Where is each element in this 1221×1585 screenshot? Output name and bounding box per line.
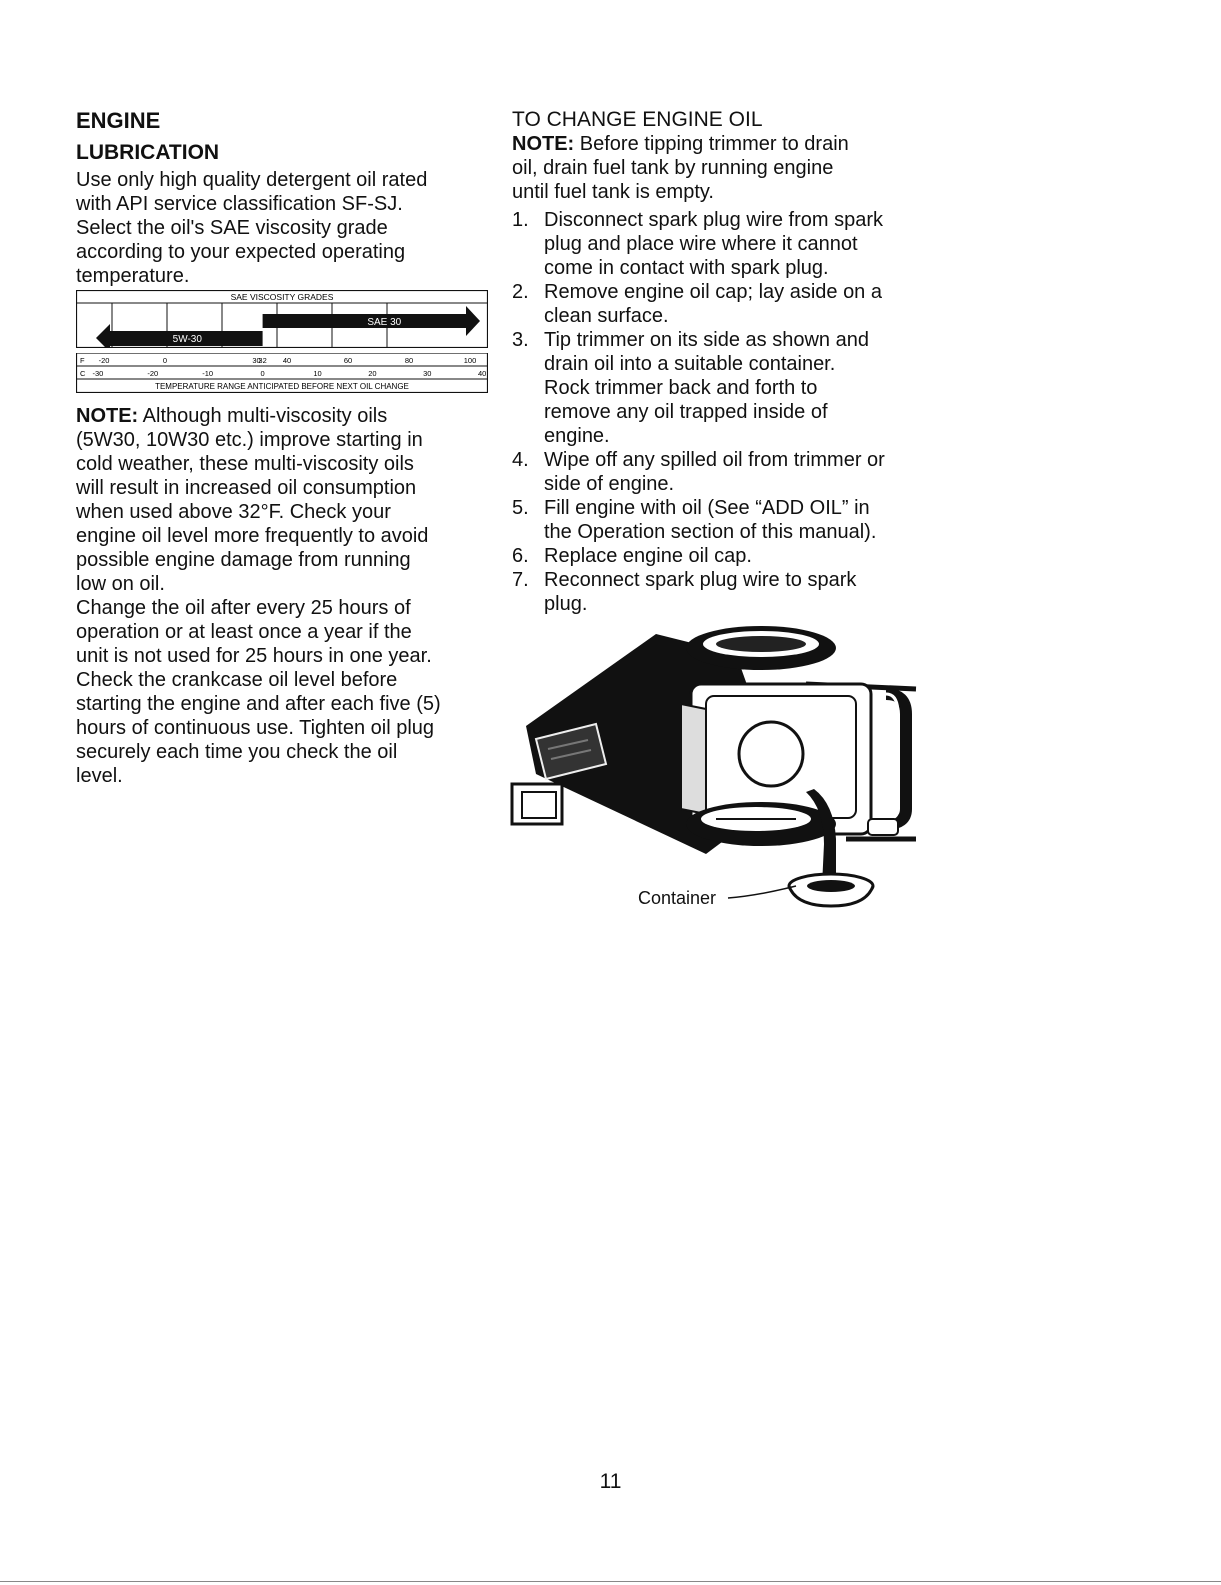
step-number: 4.	[512, 449, 529, 471]
note-label: NOTE:	[512, 133, 575, 155]
step-number: 7.	[512, 569, 529, 591]
note-line: until fuel tank is empty.	[512, 181, 714, 203]
series-label-5w30: 5W-30	[172, 334, 202, 345]
step-line: clean surface.	[544, 305, 669, 327]
step-item	[512, 208, 932, 280]
f-tick-label: 40	[282, 356, 292, 365]
step-text	[544, 544, 932, 568]
step-item	[512, 544, 932, 568]
step-line: plug.	[544, 593, 588, 615]
step-line: Rock trimmer back and forth to	[544, 377, 818, 399]
c-tick-label: 20	[368, 369, 377, 378]
note-line: oil, drain fuel tank by running engine	[512, 157, 834, 179]
page-bottom-rule	[0, 1581, 1221, 1582]
chart-footer: TEMPERATURE RANGE ANTICIPATED BEFORE NEXT OIL CHANGE	[155, 382, 409, 391]
f-tick-label: 30	[252, 356, 261, 365]
c-tick-label: 10	[313, 369, 322, 378]
temperature-scale-svg	[76, 353, 488, 393]
intro-line: Select the oil's SAE viscosity grade	[76, 217, 388, 239]
c-tick-label: 30	[423, 369, 432, 378]
trimmer-illustration	[506, 614, 926, 914]
note-paragraph	[76, 404, 494, 596]
change-oil-paragraph	[76, 596, 494, 788]
f-tick-label: 100	[463, 356, 477, 365]
step-line: plug and place wire where it cannot	[544, 233, 858, 255]
chart-bars	[96, 306, 480, 348]
c-tick-label: 40	[478, 369, 487, 378]
step-number: 6.	[512, 545, 529, 567]
step-line: Fill engine with oil (See “ADD OIL” in	[544, 497, 870, 519]
intro-line: according to your expected operating	[76, 241, 406, 263]
step-line: engine.	[544, 425, 610, 447]
step-item	[512, 496, 932, 544]
note-line: possible engine damage from running	[76, 549, 411, 571]
steps-list	[512, 208, 932, 616]
step-line: Reconnect spark plug wire to spark	[544, 569, 857, 591]
note-line: engine oil level more frequently to avoid	[76, 525, 429, 547]
note-line: will result in increased oil consumption	[76, 477, 417, 499]
step-text	[544, 568, 932, 616]
intro-line: with API service classification SF-SJ.	[76, 193, 403, 215]
change-line: level.	[76, 765, 123, 787]
step-item	[512, 280, 932, 328]
right-column	[512, 108, 932, 616]
step-line: Wipe off any spilled oil from trimmer or	[544, 449, 885, 471]
step-number: 2.	[512, 281, 529, 303]
container-label: Container	[638, 888, 717, 908]
c-row-label: C	[80, 369, 86, 378]
step-line: Disconnect spark plug wire from spark	[544, 209, 884, 231]
note-line: cold weather, these multi-viscosity oils	[76, 453, 414, 475]
step-text	[544, 208, 932, 280]
step-line: Tip trimmer on its side as shown and	[544, 329, 869, 351]
f-tick-label: 32	[258, 356, 267, 365]
c-tick-label: -10	[202, 369, 214, 378]
note-line: Although multi-viscosity oils	[138, 405, 388, 427]
step-number: 3.	[512, 329, 529, 351]
c-tick-labels	[92, 369, 486, 378]
step-line: remove any oil trapped inside of	[544, 401, 828, 423]
step-number: 1.	[512, 209, 529, 231]
viscosity-chart	[76, 290, 494, 398]
note-line: (5W30, 10W30 etc.) improve starting in	[76, 429, 423, 451]
section-heading: ENGINE	[76, 108, 161, 133]
step-line: side of engine.	[544, 473, 675, 495]
step-text	[544, 328, 932, 448]
step-item	[512, 448, 932, 496]
note-line: Before tipping trimmer to drain	[574, 133, 849, 155]
series-label-sae30: SAE 30	[367, 317, 402, 328]
page-number: 11	[599, 1470, 622, 1493]
right-note-paragraph	[512, 132, 932, 204]
step-line: come in contact with spark plug.	[544, 257, 829, 279]
step-line: Remove engine oil cap; lay aside on a	[544, 281, 882, 303]
change-line: operation or at least once a year if the	[76, 621, 412, 643]
f-tick-label: 0	[162, 356, 168, 365]
step-text	[544, 448, 932, 496]
note-line: when used above 32°F. Check your	[76, 501, 391, 523]
f-row-label: F	[80, 356, 85, 365]
intro-line: Use only high quality detergent oil rated	[76, 169, 428, 191]
change-line: starting the engine and after each five (5)	[76, 693, 441, 715]
c-tick-label: 0	[260, 369, 265, 378]
change-oil-heading: TO CHANGE ENGINE OIL	[512, 108, 763, 131]
left-column	[76, 108, 494, 788]
section-subheading: LUBRICATION	[76, 141, 220, 164]
step-line: drain oil into a suitable container.	[544, 353, 836, 375]
intro-line: temperature.	[76, 265, 190, 287]
c-tick-label: -20	[147, 369, 159, 378]
note-label: NOTE:	[76, 405, 139, 427]
step-item	[512, 328, 932, 448]
f-tick-label: 60	[343, 356, 353, 365]
intro-paragraph	[76, 168, 494, 288]
viscosity-chart-svg	[76, 290, 488, 348]
change-line: securely each time you check the oil	[76, 741, 398, 763]
change-line: Check the crankcase oil level before	[76, 669, 398, 691]
step-number: 5.	[512, 497, 529, 519]
step-line: the Operation section of this manual).	[544, 521, 877, 543]
chart-title: SAE VISCOSITY GRADES	[230, 292, 334, 302]
step-text	[544, 496, 932, 544]
c-tick-label: -30	[92, 369, 104, 378]
f-tick-label: -20	[98, 356, 110, 365]
step-item	[512, 568, 932, 616]
change-line: hours of continuous use. Tighten oil plug	[76, 717, 435, 739]
trimmer-drawing	[506, 614, 926, 914]
f-tick-labels	[99, 356, 477, 365]
note-line: low on oil.	[76, 573, 165, 595]
change-line: unit is not used for 25 hours in one year.	[76, 645, 432, 667]
step-text	[544, 280, 932, 328]
step-line: Replace engine oil cap.	[544, 545, 752, 567]
change-line: Change the oil after every 25 hours of	[76, 597, 411, 619]
f-tick-label: 80	[404, 356, 414, 365]
